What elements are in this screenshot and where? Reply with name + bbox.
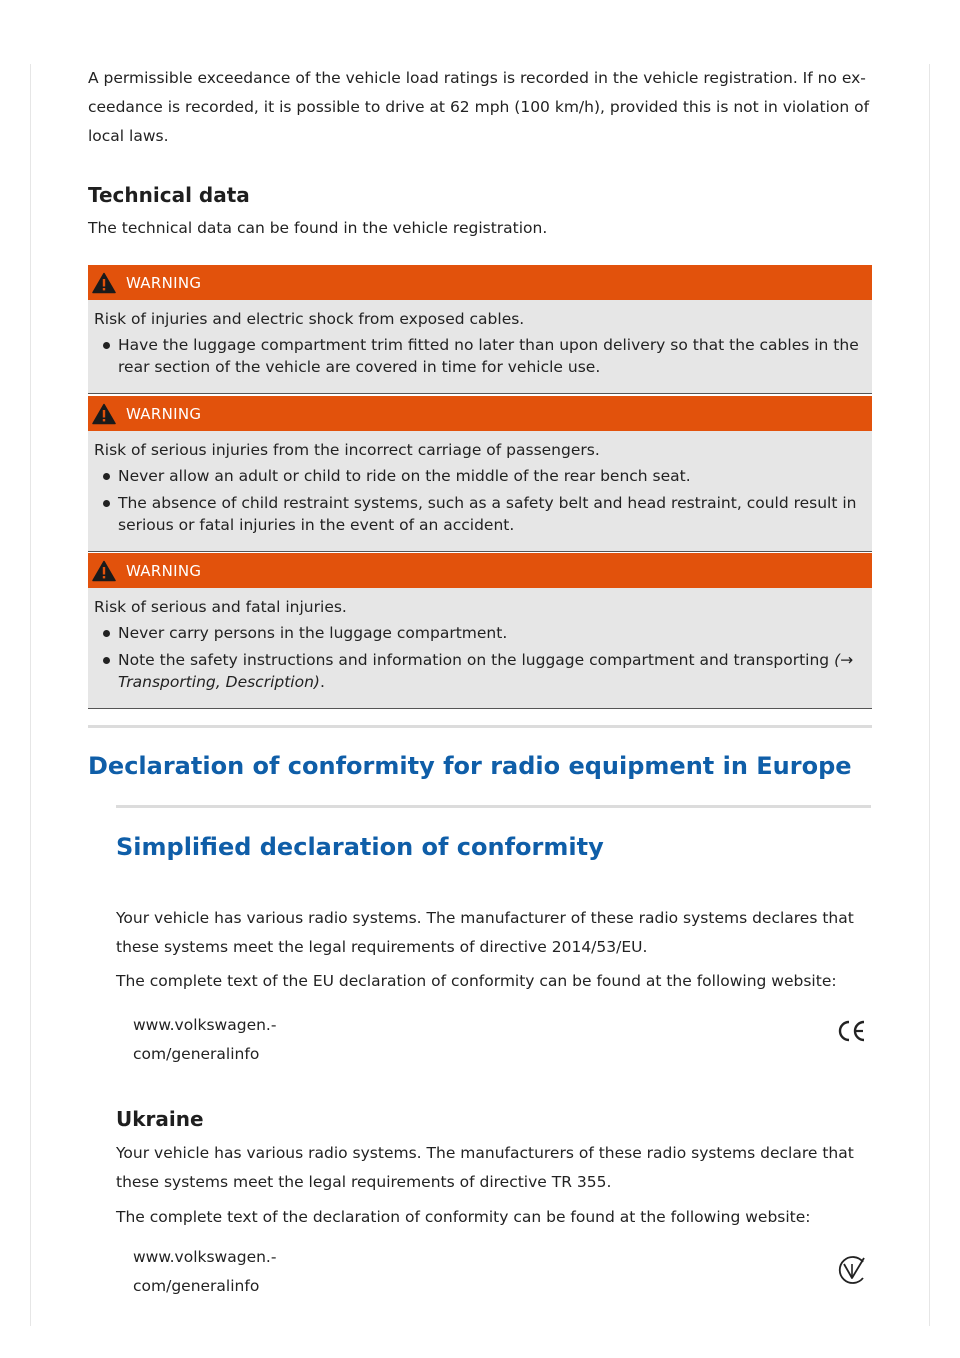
warning-lead: Risk of serious injuries from the incorrect carriage of passengers. bbox=[94, 441, 600, 459]
ukrainian-conformity-mark-icon bbox=[836, 1254, 868, 1286]
technical-data-text: The technical data can be found in the vehicle registration. bbox=[88, 219, 548, 237]
warning-box bbox=[88, 265, 872, 394]
warning-lead: Risk of serious and fatal injuries. bbox=[94, 598, 347, 616]
warning-header bbox=[88, 265, 872, 300]
ukraine-paragraph: Your vehicle has various radio systems. The manufacturers of these radio systems declare that these systems meet the legal requirements of directive TR 355. bbox=[116, 1144, 854, 1191]
warning-header bbox=[88, 553, 872, 588]
warning-label: WARNING bbox=[126, 561, 202, 580]
technical-data-heading: Technical data bbox=[88, 183, 250, 207]
warning-label: WARNING bbox=[126, 273, 202, 292]
warning-triangle-icon bbox=[92, 560, 116, 582]
warning-bullet-text: Note the safety instructions and information on the luggage compartment and transporting bbox=[118, 651, 830, 669]
warning-bullet: Never allow an adult or child to ride on the middle of the rear bench seat. bbox=[94, 465, 862, 487]
website-link[interactable]: www.volkswagen.- com/generalinfo bbox=[133, 1016, 277, 1063]
ce-mark-icon bbox=[836, 1019, 868, 1043]
warning-label: WARNING bbox=[126, 404, 202, 423]
page-margin-line-left bbox=[30, 64, 31, 1326]
ukraine-heading: Ukraine bbox=[116, 1107, 204, 1131]
warning-triangle-icon bbox=[92, 403, 116, 425]
warning-bullet: Never carry persons in the luggage compartment. bbox=[94, 622, 862, 644]
warning-bullet: The absence of child restraint systems, such as a safety belt and head restraint, could result in serious or fatal injuries in the event of an accident. bbox=[94, 492, 862, 536]
warning-lead: Risk of injuries and electric shock from exposed cables. bbox=[94, 310, 525, 328]
declaration-heading: Declaration of conformity for radio equipment in Europe bbox=[88, 752, 852, 780]
simplified-declaration-heading: Simplified declaration of conformity bbox=[116, 833, 604, 861]
declaration-website-paragraph: The complete text of the EU declaration of conformity can be found at the following website: bbox=[116, 972, 837, 990]
warning-bullet: Note the safety instructions and information on the luggage compartment and transporting (→ Transporting, Description). bbox=[94, 649, 862, 693]
declaration-paragraph: Your vehicle has various radio systems. The manufacturer of these radio systems declares that these systems meet the legal requirements of directive 2014/53/EU. bbox=[116, 909, 854, 956]
subsection-divider bbox=[116, 805, 871, 808]
warning-header bbox=[88, 396, 872, 431]
warning-bullet: Have the luggage compartment trim fitted no later than upon delivery so that the cables in the rear section of the vehicle are covered in time for vehicle use. bbox=[94, 334, 862, 378]
warning-box bbox=[88, 553, 872, 709]
page-margin-line-right bbox=[929, 64, 930, 1326]
section-divider bbox=[88, 725, 872, 728]
warning-triangle-icon bbox=[92, 272, 116, 294]
ukraine-website-paragraph: The complete text of the declaration of conformity can be found at the following website: bbox=[116, 1208, 811, 1226]
warning-box bbox=[88, 396, 872, 552]
website-link[interactable]: www.volkswagen.- com/generalinfo bbox=[133, 1248, 277, 1295]
cross-reference-link[interactable]: (→ Transporting, Description) bbox=[118, 651, 854, 691]
intro-paragraph: A permissible exceedance of the vehicle load ratings is recorded in the vehicle registration. If no ex-ceedance is recorded, it is possible to drive at 62 mph (100 km/h), provided this is not in violation of local laws. bbox=[88, 69, 870, 145]
